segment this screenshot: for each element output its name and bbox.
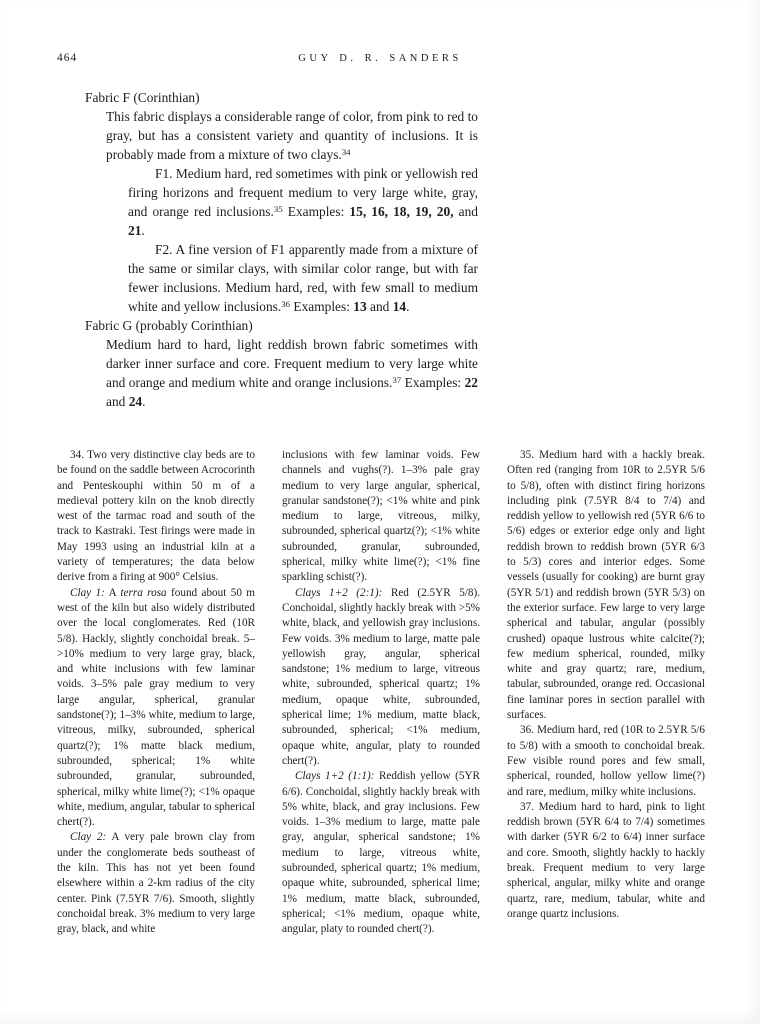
text-run: and (366, 299, 393, 314)
text-run: 36. Medium hard, red (10R to 2.5YR 5/6 to 5/8) with a smooth to conchoidal break. Few visible round pores and few small, spherical, rounded, hollow yellow lime(?) and rare, medium, milky white inclusions. (507, 724, 705, 798)
text-run: 35. Medium hard with a hackly break. Often red (ranging from 10R to 2.5YR 5/6 to 5/8), often with distinct firing horizons including pink (7.5YR 8/4 to 7/4) and reddish yellow to yellowish red (5YR 6/6 to 5/6) edges or exterior edge only and light reddish brown to reddish brown (5YR 6/3 to 5/3) cores and interior edges. Some vessels (usually for cooking) are burnt gray (5YR 5/1) and reddish brown (5YR 5/3) on the exterior surface. Few large to very large spherical and tabular, angular (possibly crushed) opaque lustrous white calcite(?); few medium spherical, rounded, milky white and gray quartz; rare, medium, tabular, subrounded, orange red. Occasional fine laminar pores in section parallel with surfaces. (507, 449, 705, 722)
text-run: and (106, 394, 129, 409)
footnote-34-paragraph (57, 448, 255, 586)
footnote-column-3 (507, 448, 705, 938)
fabric-g-paragraph (85, 335, 478, 411)
text-run: terra rosa (120, 586, 167, 599)
fabric-f1-paragraph (85, 164, 478, 240)
text-run: 14 (392, 299, 407, 314)
text-run: 21 (128, 223, 142, 238)
footnote-reference: 36 (281, 299, 291, 310)
main-text (85, 88, 478, 411)
text-run: 37. Medium hard to hard, pink to light reddish brown (5YR 6/4 to 7/4) sometimes with darker (5YR 6/2 to 6/4) inner surface and core. Smooth, slightly hackly to hackly break. Frequent medium to very large spherical, angular, milky white and orange quartz, rare, medium, tabular, white and orange quartz inclusions. (507, 800, 705, 920)
text-run: 34. Two very distinctive clay beds are to be found on the saddle between Acrocorinth and Penteskouphi within 50 m of a medieval pottery kiln on the knob directly west of the tarmac road and south of the track to Kastraki. Test firings were made in May 1993 using an industrial kiln at a variety of temperatures; the data below derive from a firing at 900° Celsius. (57, 449, 255, 584)
footnote-37-paragraph (507, 800, 705, 922)
footnote-34-clays-2to1-paragraph (282, 586, 480, 770)
footnotes-section (57, 448, 705, 938)
text-run: . (142, 394, 146, 409)
text-run: Examples: (282, 204, 350, 219)
text-run: . (141, 223, 145, 238)
text-run: Fabric G (probably Corinthian) (85, 318, 253, 333)
fabric-f2-paragraph (85, 240, 478, 316)
page-header (57, 51, 703, 67)
text-run: found about 50 m west of the kiln but also widely distributed over the local conglomerates. Red (10R 5/8). Hackly, slightly conchoidal break. 5–>10% medium to very large gray, black, and white inclusions with few laminar voids. 3–5% pale gray medium to very large angular, spherical, granular sandstone(?); 1–3% white, medium to large, vitreous, milky, subrounded, spherical quartz(?); 1% matte black medium, subrounded, spherical; 1% white subrounded, granular, subrounded, spherical, milky white lime(?); <1% opaque white, medium, angular, tabular to spherical chert(?). (57, 586, 255, 829)
footnote-34-clay1-paragraph (57, 586, 255, 831)
text-run: F1. Medium hard, red sometimes with pink or yellowish red firing horizons and frequent medium to very large white, gray, and orange red inclusions. (128, 166, 478, 219)
text-run: inclusions with few laminar voids. Few channels and vughs(?). 1–3% pale gray medium to very large angular, spherical, granular sandstone(?); <1% white and pink medium to large, vitreous, milky, subrounded, spherical quartz(?); <1% white subrounded, granular, subrounded, spherical, milky white lime(?); <1% fine sparkling schist(?). (282, 449, 480, 584)
text-run: 22 (464, 375, 478, 390)
footnote-34-clay2-paragraph (57, 830, 255, 937)
footnote-reference: 34 (341, 147, 351, 158)
footnote-36-paragraph (507, 723, 705, 799)
text-run: Examples: (401, 375, 465, 390)
text-run: A very pale brown clay from under the conglomerate beds southeast of the kiln. This has not yet been found elsewhere within a 2-km radius of the city center. Pink (7.5YR 7/6). Smooth, slightly conchoidal break. 3% medium to very large gray, black, and white (57, 831, 255, 936)
page-number: 464 (57, 52, 78, 64)
text-run: 13 (353, 299, 367, 314)
fabric-f-intro-paragraph (85, 107, 478, 164)
fabric-f-heading (85, 88, 478, 107)
text-run: Fabric F (Corinthian) (85, 90, 200, 105)
text-run: 24 (128, 394, 143, 409)
footnote-column-1 (57, 448, 255, 938)
text-run: . (406, 299, 410, 314)
text-run: Examples: (290, 299, 354, 314)
text-run: and (453, 204, 478, 219)
text-run: A (104, 586, 121, 599)
running-head: GUY D. R. SANDERS (298, 53, 462, 64)
text-run: Clays 1+2 (1:1): (295, 770, 375, 783)
footnote-35-paragraph (507, 448, 705, 723)
text-run: Clay 1: (70, 586, 105, 599)
footnote-34-continuation-paragraph (282, 448, 480, 586)
footnote-34-clays-1to1-paragraph (282, 769, 480, 937)
fabric-g-heading (85, 316, 478, 335)
footnote-column-2 (282, 448, 480, 938)
text-run: 15, 16, 18, 19, 20, (349, 204, 454, 219)
text-run: F2. A fine version of F1 apparently made from a mixture of the same or similar clays, with similar color range, but with far fewer inclusions. Medium hard, red, with few small to medium white and yellow inclusions. (128, 242, 478, 314)
text-run: Clays 1+2 (2:1): (295, 586, 383, 599)
text-run: Medium hard to hard, light reddish brown fabric sometimes with darker inner surface and core. Frequent medium to very large white and orange and medium white and orange inclusions. (106, 337, 478, 390)
text-run: This fabric displays a considerable range of color, from pink to red to gray, but has a consistent variety and quantity of inclusions. It is probably made from a mixture of two clays. (106, 109, 478, 162)
text-run: Red (2.5YR 5/8). Conchoidal, slightly hackly break with >5% white, black, and yellowish gray inclusions. Few voids. 3% medium to large, matte pale yellowish gray, angular, spherical sandstone; 1% medium to large, vitreous white, subrounded, spherical quartz; 1% medium, opaque white, subrounded, spherical lime; 1% medium, matte black, subrounded, spherical; <1% medium, opaque white, angular, platy to rounded chert(?). (282, 586, 481, 767)
text-run: Reddish yellow (5YR 6/6). Conchoidal, slightly hackly break with 5% white, black, and gray inclusions. Few voids. 1–3% medium to large, matte pale gray, angular, spherical sandstone; 1% medium to large, vitreous white, subrounded, spherical quartz; 1% medium, opaque white, subrounded, spherical lime; 1% medium, matte black, subrounded, spherical; <1% medium, opaque white, angular, platy to rounded chert(?). (282, 770, 481, 936)
footnote-reference: 37 (392, 375, 402, 386)
text-run: Clay 2: (70, 831, 107, 844)
footnote-reference: 35 (273, 204, 283, 215)
